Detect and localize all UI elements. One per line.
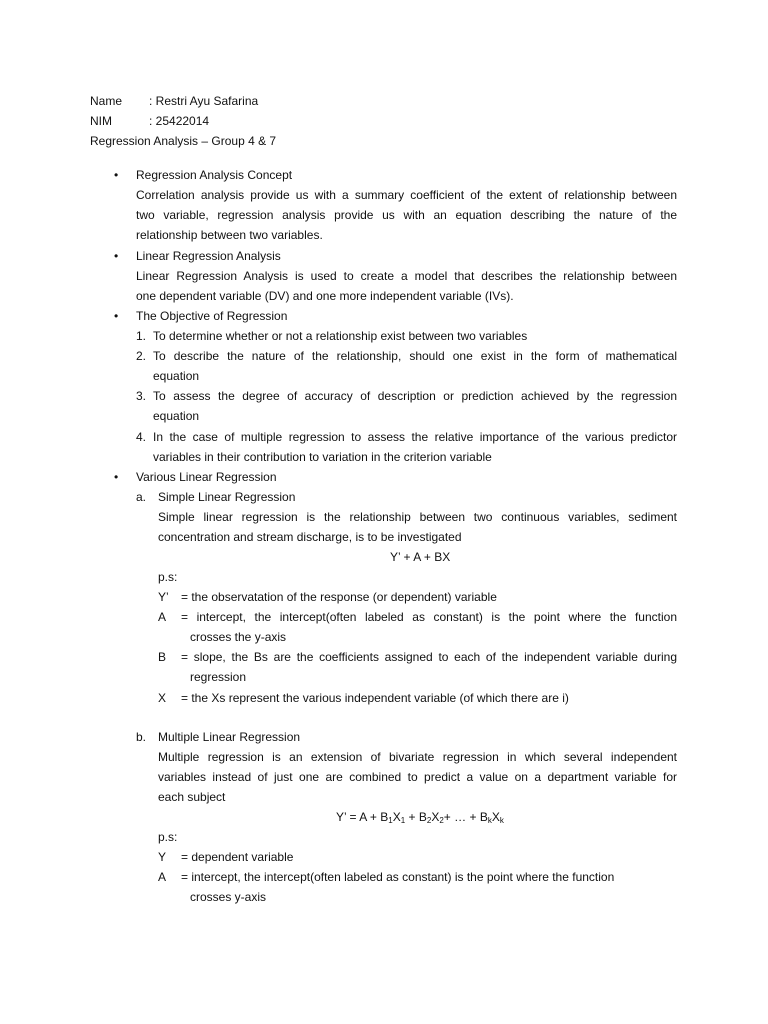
multiple-title: Multiple Linear Regression [158, 730, 301, 744]
eq-sub: k [487, 816, 492, 825]
def-line: crosses y-axis [190, 890, 267, 904]
concept-line: Correlation analysis provide us with a summary coefficient of the extent of relationship between [136, 188, 677, 202]
multiple-line: variables instead of just one are combined to predict a value on a department variable for [158, 770, 677, 784]
eq-sub: 1 [388, 816, 393, 825]
eq-var: X [431, 810, 440, 824]
def-line: = slope, the Bs are the coefficients assigned to each of the independent variable during [181, 650, 677, 664]
bullet-icon [114, 165, 118, 185]
objective-item-line: equation [153, 409, 200, 423]
def-line: = the Xs represent the various independent variable (of which there are i) [181, 691, 569, 705]
def-line: crosses the y-axis [190, 630, 287, 644]
linear-line: one dependent variable (DV) and one more independent variable (IVs). [136, 289, 514, 303]
simple-title: Simple Linear Regression [158, 490, 296, 504]
eq-sub: 1 [400, 816, 406, 825]
linear-title: Linear Regression Analysis [136, 249, 281, 263]
eq-sub: 2 [426, 816, 432, 825]
def-line: = intercept, the intercept(often labeled as constant) is the point where the function [181, 870, 615, 884]
objective-item-line: equation [153, 369, 200, 383]
simple-equation: Y’ + A + BX [390, 550, 451, 564]
def-line: = intercept, the intercept(often labeled as constant) is the point where the function [181, 610, 677, 624]
objective-item-line: To determine whether or not a relationship exist between two variables [153, 329, 528, 343]
name-value: : Restri Ayu Safarina [149, 94, 259, 108]
def-symbol: A [158, 870, 167, 884]
bullet-icon [114, 246, 118, 266]
linear-line: Linear Regression Analysis is used to create a model that describes the relationship between [136, 269, 677, 283]
concept-line: relationship between two variables. [136, 228, 323, 242]
subject-line: Regression Analysis – Group 4 & 7 [90, 134, 277, 148]
multiple-line: Multiple regression is an extension of bivariate regression in which several independent [158, 750, 677, 764]
nim-value: : 25422014 [149, 114, 210, 128]
eq-var: X [491, 810, 500, 824]
list-number: 2. [136, 349, 147, 363]
def-symbol: Y’ [158, 590, 169, 604]
eq-var: X [392, 810, 401, 824]
list-letter: b. [136, 730, 147, 744]
eq-sub: k [499, 816, 504, 825]
def-line: regression [190, 670, 247, 684]
bullet-icon [114, 306, 118, 326]
def-symbol: X [158, 691, 167, 705]
simple-line: concentration and stream discharge, is to be investigated [158, 530, 462, 544]
eq-term: + B [405, 810, 427, 824]
simple-line: Simple linear regression is the relationship between two continuous variables, sediment [158, 510, 677, 524]
objective-title: The Objective of Regression [136, 309, 288, 323]
def-line: = the observatation of the response (or dependent) variable [181, 590, 497, 604]
list-letter: a. [136, 490, 147, 504]
eq-term: + … + B [443, 810, 488, 824]
list-number: 1. [136, 329, 147, 343]
multiple-ps: p.s: [158, 830, 178, 844]
various-title: Various Linear Regression [136, 470, 277, 484]
eq-lhs: Y’ = A + B [336, 810, 389, 824]
objective-item-line: variables in their contribution to variation in the criterion variable [153, 450, 492, 464]
simple-ps: p.s: [158, 570, 178, 584]
list-number: 4. [136, 430, 147, 444]
bullet-icon [114, 467, 118, 487]
list-number: 3. [136, 389, 147, 403]
concept-line: two variable, regression analysis provide us with an equation describing the nature of the [136, 208, 677, 222]
objective-item-line: To describe the nature of the relationship, should one exist in the form of mathematical [153, 349, 677, 363]
eq-sub: 2 [439, 816, 444, 825]
concept-title: Regression Analysis Concept [136, 168, 293, 182]
def-symbol: B [158, 650, 167, 664]
multiple-line: each subject [158, 790, 226, 804]
nim-label: NIM [90, 114, 112, 128]
objective-item-line: In the case of multiple regression to assess the relative importance of the various predictor [153, 430, 677, 444]
name-label: Name [90, 94, 123, 108]
def-line: = dependent variable [181, 850, 294, 864]
def-symbol: Y [158, 850, 167, 864]
objective-item-line: To assess the degree of accuracy of description or prediction achieved by the regression [153, 389, 677, 403]
def-symbol: A [158, 610, 167, 624]
multiple-equation [336, 807, 504, 827]
